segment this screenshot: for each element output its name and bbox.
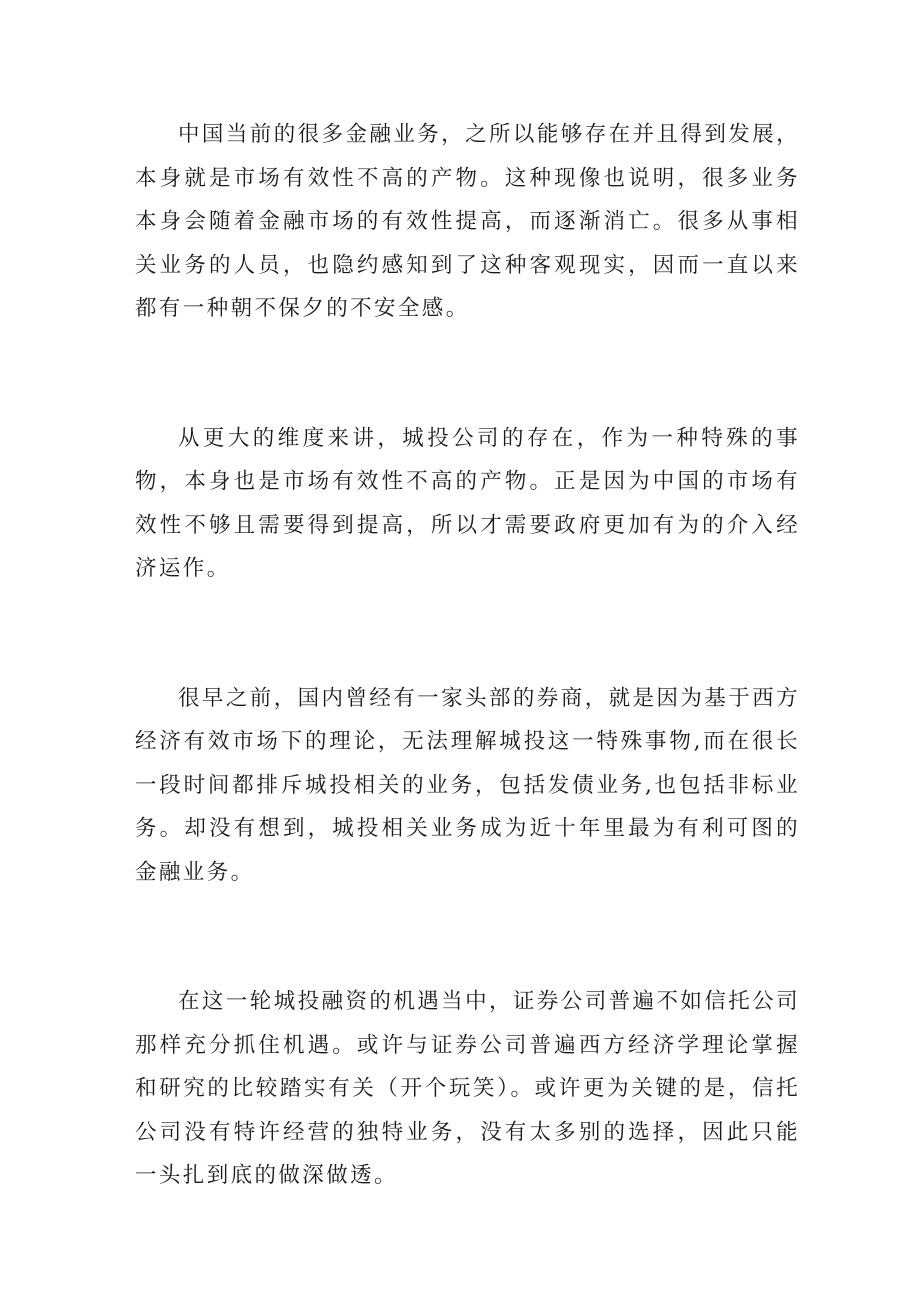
paragraph-3: 很早之前，国内曾经有一家头部的券商，就是因为基于西方经济有效市场下的理论，无法理解城投这一特殊事物,而在很长一段时间都排斥城投相关的业务，包括发债业务,也包括非标业务。却没有想到，城投相关业务成为近十年里最为有利可图的金融业务。 — [135, 685, 800, 885]
document-body — [135, 113, 800, 1198]
paragraph-2: 从更大的维度来讲，城投公司的存在，作为一种特殊的事物，本身也是市场有效性不高的产物。正是因为中国的市场有效性不够且需要得到提高，所以才需要政府更加有为的介入经济运作。 — [135, 425, 800, 581]
paragraph-1: 中国当前的很多金融业务，之所以能够存在并且得到发展，本身就是市场有效性不高的产物。这种现像也说明，很多业务本身会随着金融市场的有效性提高，而逐渐消亡。很多从事相关业务的人员，也隐约感知到了这种客观现实，因而一直以来都有一种朝不保夕的不安全感。 — [135, 122, 800, 321]
paragraph-4: 在这一轮城投融资的机遇当中，证券公司普遍不如信托公司那样充分抓住机遇。或许与证券公司普遍西方经济学理论掌握和研究的比较踏实有关（开个玩笑）。或许更为关键的是，信托公司没有特许经营的独特业务，没有太多别的选择，因此只能一头扎到底的做深做透。 — [135, 989, 800, 1188]
